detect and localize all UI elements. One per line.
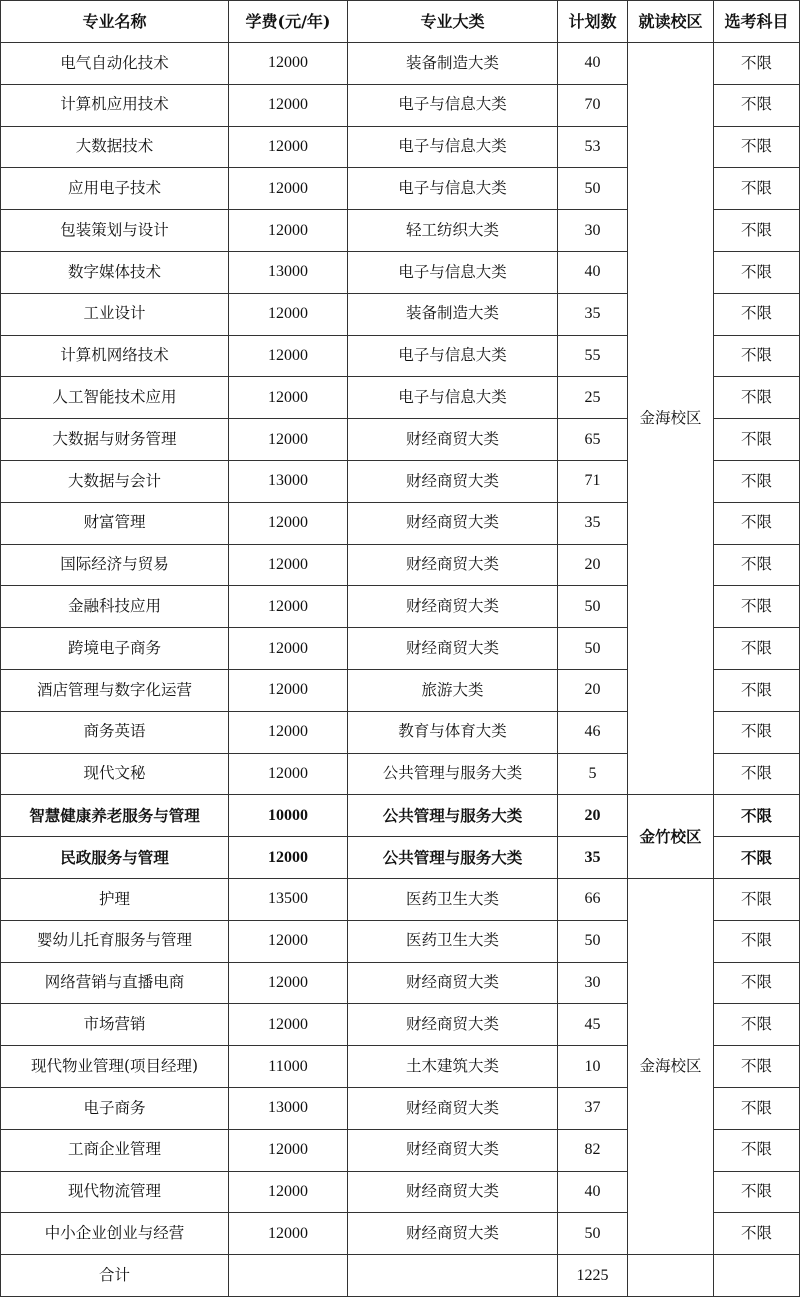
category: 电子与信息大类 xyxy=(348,126,558,168)
major-name: 现代物业管理(项目经理) xyxy=(1,1046,229,1088)
subject: 不限 xyxy=(714,795,800,837)
plan-count: 40 xyxy=(558,251,628,293)
subject: 不限 xyxy=(714,628,800,670)
tuition: 12000 xyxy=(229,1213,348,1255)
major-name: 应用电子技术 xyxy=(1,168,229,210)
plan-count: 30 xyxy=(558,962,628,1004)
category: 公共管理与服务大类 xyxy=(348,795,558,837)
subject: 不限 xyxy=(714,753,800,795)
major-name: 跨境电子商务 xyxy=(1,628,229,670)
tuition: 12000 xyxy=(229,1171,348,1213)
plan-count: 30 xyxy=(558,210,628,252)
header-campus: 就读校区 xyxy=(628,1,714,43)
major-name: 商务英语 xyxy=(1,711,229,753)
tuition: 12000 xyxy=(229,920,348,962)
major-name: 婴幼儿托育服务与管理 xyxy=(1,920,229,962)
category: 财经商贸大类 xyxy=(348,544,558,586)
subject: 不限 xyxy=(714,293,800,335)
tuition: 12000 xyxy=(229,126,348,168)
subject: 不限 xyxy=(714,1129,800,1171)
plan-count: 20 xyxy=(558,669,628,711)
major-name: 智慧健康养老服务与管理 xyxy=(1,795,229,837)
plan-count: 53 xyxy=(558,126,628,168)
category: 财经商贸大类 xyxy=(348,1004,558,1046)
subject: 不限 xyxy=(714,1213,800,1255)
plan-count: 66 xyxy=(558,878,628,920)
plan-count: 5 xyxy=(558,753,628,795)
tuition: 12000 xyxy=(229,753,348,795)
subject: 不限 xyxy=(714,544,800,586)
subject: 不限 xyxy=(714,878,800,920)
campus-cell-jinzhu: 金竹校区 xyxy=(628,795,714,879)
category: 财经商贸大类 xyxy=(348,1087,558,1129)
major-name: 中小企业创业与经营 xyxy=(1,1213,229,1255)
major-name: 国际经济与贸易 xyxy=(1,544,229,586)
category: 轻工纺织大类 xyxy=(348,210,558,252)
major-name: 计算机网络技术 xyxy=(1,335,229,377)
major-name: 大数据与财务管理 xyxy=(1,419,229,461)
category: 电子与信息大类 xyxy=(348,84,558,126)
category: 教育与体育大类 xyxy=(348,711,558,753)
category: 公共管理与服务大类 xyxy=(348,753,558,795)
plan-count: 70 xyxy=(558,84,628,126)
plan-count: 10 xyxy=(558,1046,628,1088)
major-name: 现代文秘 xyxy=(1,753,229,795)
major-name: 民政服务与管理 xyxy=(1,837,229,879)
plan-count: 50 xyxy=(558,628,628,670)
category: 电子与信息大类 xyxy=(348,168,558,210)
tuition: 12000 xyxy=(229,711,348,753)
tuition: 13500 xyxy=(229,878,348,920)
subject: 不限 xyxy=(714,210,800,252)
category: 财经商贸大类 xyxy=(348,1213,558,1255)
header-row xyxy=(1,1,800,43)
category: 财经商贸大类 xyxy=(348,628,558,670)
tuition: 12000 xyxy=(229,586,348,628)
subject: 不限 xyxy=(714,377,800,419)
major-name: 网络营销与直播电商 xyxy=(1,962,229,1004)
total-label: 合计 xyxy=(1,1255,229,1297)
plan-count: 71 xyxy=(558,460,628,502)
subject: 不限 xyxy=(714,126,800,168)
campus-cell-jinhai-2: 金海校区 xyxy=(628,878,714,1254)
tuition: 12000 xyxy=(229,1129,348,1171)
header-category: 专业大类 xyxy=(348,1,558,43)
tuition: 12000 xyxy=(229,84,348,126)
major-name: 数字媒体技术 xyxy=(1,251,229,293)
table-row xyxy=(1,795,800,837)
tuition: 12000 xyxy=(229,419,348,461)
category: 电子与信息大类 xyxy=(348,377,558,419)
tuition: 13000 xyxy=(229,460,348,502)
tuition: 12000 xyxy=(229,293,348,335)
subject: 不限 xyxy=(714,1046,800,1088)
major-name: 工业设计 xyxy=(1,293,229,335)
tuition: 12000 xyxy=(229,377,348,419)
major-name: 计算机应用技术 xyxy=(1,84,229,126)
plan-count: 65 xyxy=(558,419,628,461)
plan-count: 50 xyxy=(558,168,628,210)
subject: 不限 xyxy=(714,84,800,126)
subject: 不限 xyxy=(714,837,800,879)
subject: 不限 xyxy=(714,1087,800,1129)
major-name: 工商企业管理 xyxy=(1,1129,229,1171)
category: 医药卫生大类 xyxy=(348,920,558,962)
tuition: 12000 xyxy=(229,168,348,210)
tuition: 12000 xyxy=(229,210,348,252)
category: 旅游大类 xyxy=(348,669,558,711)
major-name: 市场营销 xyxy=(1,1004,229,1046)
category: 医药卫生大类 xyxy=(348,878,558,920)
category: 财经商贸大类 xyxy=(348,502,558,544)
total-plan-count: 1225 xyxy=(558,1255,628,1297)
plan-count: 50 xyxy=(558,586,628,628)
tuition: 12000 xyxy=(229,837,348,879)
category: 财经商贸大类 xyxy=(348,962,558,1004)
plan-count: 46 xyxy=(558,711,628,753)
plan-count: 20 xyxy=(558,795,628,837)
plan-count: 45 xyxy=(558,1004,628,1046)
plan-count: 82 xyxy=(558,1129,628,1171)
table-row xyxy=(1,878,800,920)
total-empty-cell xyxy=(229,1255,348,1297)
subject: 不限 xyxy=(714,669,800,711)
major-name: 现代物流管理 xyxy=(1,1171,229,1213)
header-plan-count: 计划数 xyxy=(558,1,628,43)
tuition: 10000 xyxy=(229,795,348,837)
campus-cell-jinhai-1: 金海校区 xyxy=(628,43,714,795)
plan-count: 50 xyxy=(558,1213,628,1255)
major-name: 电子商务 xyxy=(1,1087,229,1129)
tuition: 12000 xyxy=(229,544,348,586)
category: 公共管理与服务大类 xyxy=(348,837,558,879)
subject: 不限 xyxy=(714,335,800,377)
tuition: 12000 xyxy=(229,669,348,711)
total-row xyxy=(1,1255,800,1297)
major-name: 人工智能技术应用 xyxy=(1,377,229,419)
category: 财经商贸大类 xyxy=(348,1129,558,1171)
total-empty-cell xyxy=(714,1255,800,1297)
subject: 不限 xyxy=(714,920,800,962)
plan-count: 40 xyxy=(558,1171,628,1213)
subject: 不限 xyxy=(714,962,800,1004)
plan-count: 50 xyxy=(558,920,628,962)
category: 财经商贸大类 xyxy=(348,460,558,502)
subject: 不限 xyxy=(714,460,800,502)
major-name: 金融科技应用 xyxy=(1,586,229,628)
total-empty-cell xyxy=(628,1255,714,1297)
subject: 不限 xyxy=(714,251,800,293)
plan-count: 40 xyxy=(558,43,628,85)
header-subject: 选考科目 xyxy=(714,1,800,43)
tuition: 13000 xyxy=(229,251,348,293)
header-tuition: 学费(元/年) xyxy=(229,1,348,43)
subject: 不限 xyxy=(714,502,800,544)
subject: 不限 xyxy=(714,1004,800,1046)
major-name: 大数据与会计 xyxy=(1,460,229,502)
major-name: 大数据技术 xyxy=(1,126,229,168)
major-name: 包装策划与设计 xyxy=(1,210,229,252)
plan-count: 35 xyxy=(558,502,628,544)
plan-count: 37 xyxy=(558,1087,628,1129)
tuition: 12000 xyxy=(229,628,348,670)
category: 财经商贸大类 xyxy=(348,1171,558,1213)
category: 电子与信息大类 xyxy=(348,251,558,293)
major-name: 电气自动化技术 xyxy=(1,43,229,85)
category: 财经商贸大类 xyxy=(348,419,558,461)
category: 财经商贸大类 xyxy=(348,586,558,628)
category: 土木建筑大类 xyxy=(348,1046,558,1088)
plan-count: 35 xyxy=(558,293,628,335)
subject: 不限 xyxy=(714,419,800,461)
total-empty-cell xyxy=(348,1255,558,1297)
tuition: 12000 xyxy=(229,1004,348,1046)
plan-count: 35 xyxy=(558,837,628,879)
category: 电子与信息大类 xyxy=(348,335,558,377)
plan-count: 20 xyxy=(558,544,628,586)
subject: 不限 xyxy=(714,586,800,628)
plan-count: 25 xyxy=(558,377,628,419)
tuition: 12000 xyxy=(229,43,348,85)
subject: 不限 xyxy=(714,168,800,210)
tuition: 11000 xyxy=(229,1046,348,1088)
tuition: 12000 xyxy=(229,502,348,544)
major-name: 财富管理 xyxy=(1,502,229,544)
major-name: 护理 xyxy=(1,878,229,920)
table-row xyxy=(1,43,800,85)
subject: 不限 xyxy=(714,43,800,85)
subject: 不限 xyxy=(714,711,800,753)
tuition: 12000 xyxy=(229,962,348,1004)
category: 装备制造大类 xyxy=(348,43,558,85)
header-major-name: 专业名称 xyxy=(1,1,229,43)
major-name: 酒店管理与数字化运营 xyxy=(1,669,229,711)
plan-count: 55 xyxy=(558,335,628,377)
tuition: 13000 xyxy=(229,1087,348,1129)
tuition: 12000 xyxy=(229,335,348,377)
category: 装备制造大类 xyxy=(348,293,558,335)
subject: 不限 xyxy=(714,1171,800,1213)
